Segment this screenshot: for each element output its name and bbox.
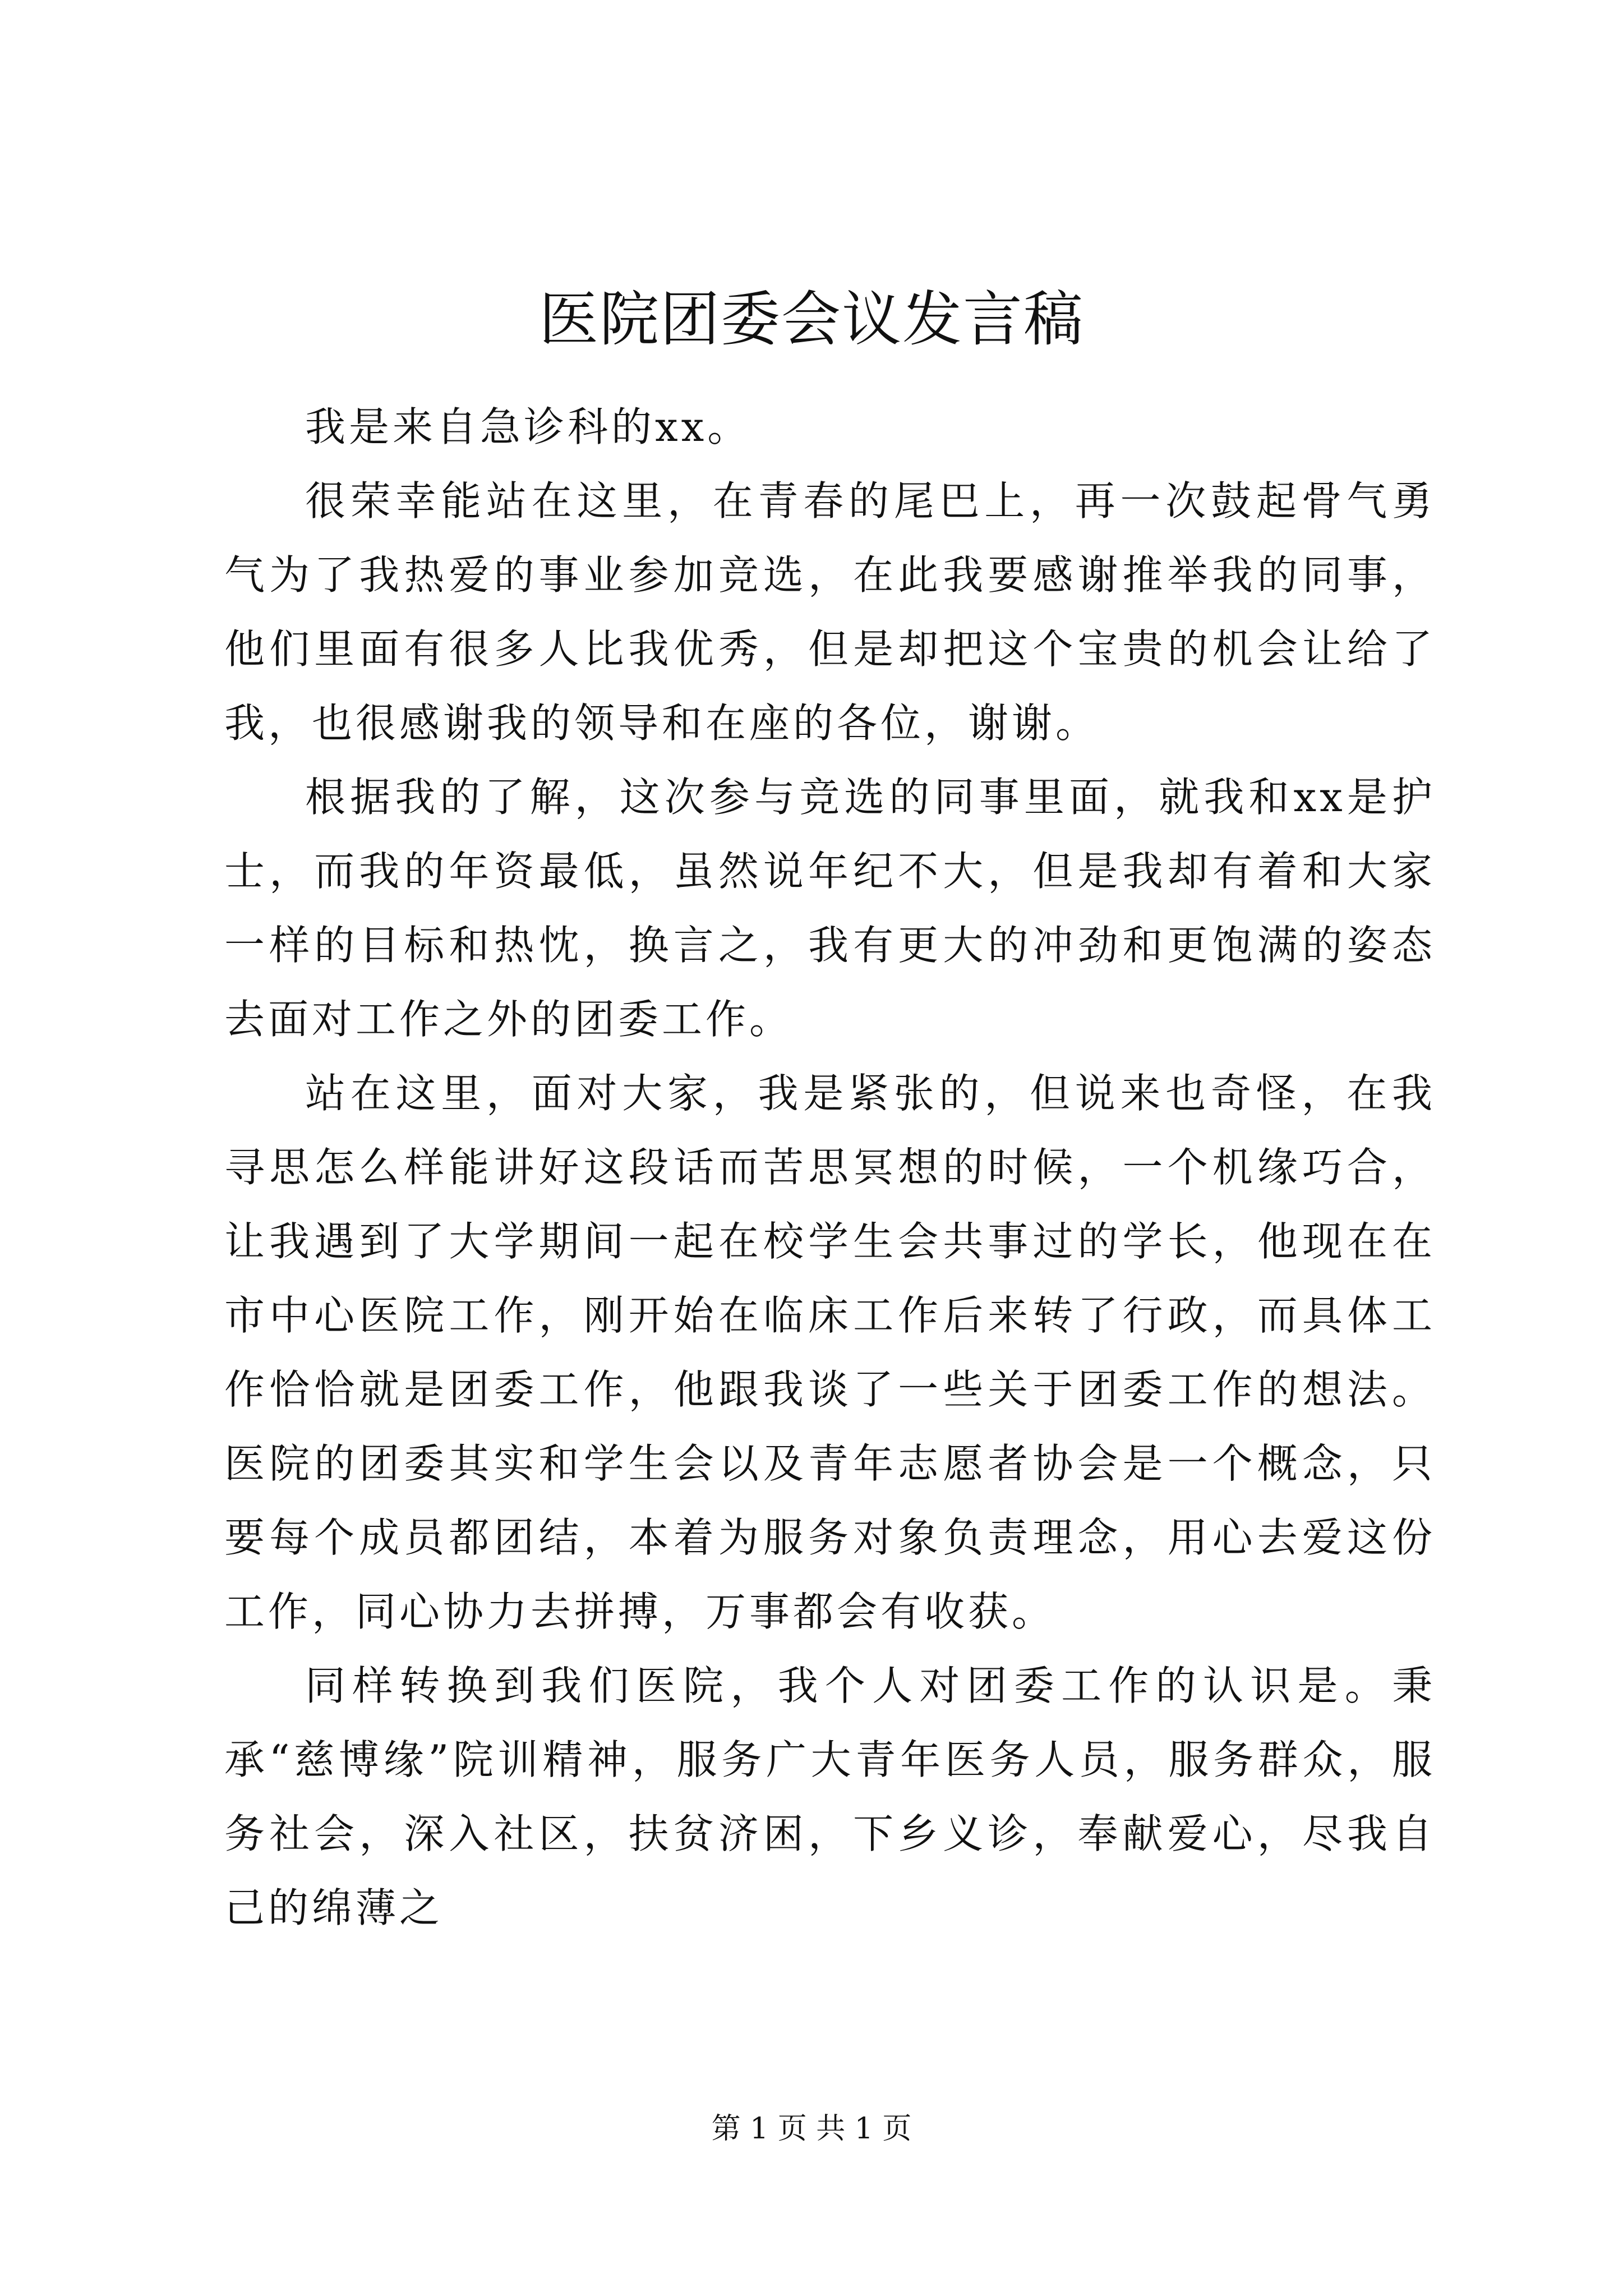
paragraph-background: 根据我的了解，这次参与竞选的同事里面，就我和xx是护士，而我的年资最低，虽然说年纪不大，但是我却有着和大家一样的目标和热忱，换言之，我有更大的冲劲和更饱满的姿态去面对工作之外的团委工作。: [224, 774, 1436, 1043]
document-title: 医院团委会议发言稿: [539, 285, 1084, 354]
paragraph-thanks: 很荣幸能站在这里，在青春的尾巴上，再一次鼓起骨气勇气为了我热爱的事业参加竞选，在此我要感谢推举我的同事，他们里面有很多人比我优秀，但是却把这个宝贵的机会让给了我，也很感谢我的领导和在座的各位，谢谢。: [224, 477, 1436, 747]
paragraph-understanding: 同样转换到我们医院，我个人对团委工作的认识是。秉承“慈博缘”院训精神，服务广大青年医务人员，服务群众，服务社会，深入社区，扶贫济困，下乡义诊，奉献爱心，尽我自己的绵薄之: [224, 1662, 1436, 1931]
paragraph-intro: 我是来自急诊科的xx。: [305, 403, 751, 450]
page-number-footer: 第 1 页 共 1 页: [711, 2112, 912, 2146]
document-body: [224, 390, 1436, 1945]
paragraph-story: 站在这里，面对大家，我是紧张的，但说来也奇怪，在我寻思怎么样能讲好这段话而苦思冥想的时候，一个机缘巧合，让我遇到了大学期间一起在校学生会共事过的学长，他现在在市中心医院工作，刚开始在临床工作后来转了行政，而具体工作恰恰就是团委工作，他跟我谈了一些关于团委工作的想法。医院的团委其实和学生会以及青年志愿者协会是一个概念，只要每个成员都团结，本着为服务对象负责理念，用心去爱这份工作，同心协力去拼搏，万事都会有收获。: [224, 1070, 1436, 1635]
